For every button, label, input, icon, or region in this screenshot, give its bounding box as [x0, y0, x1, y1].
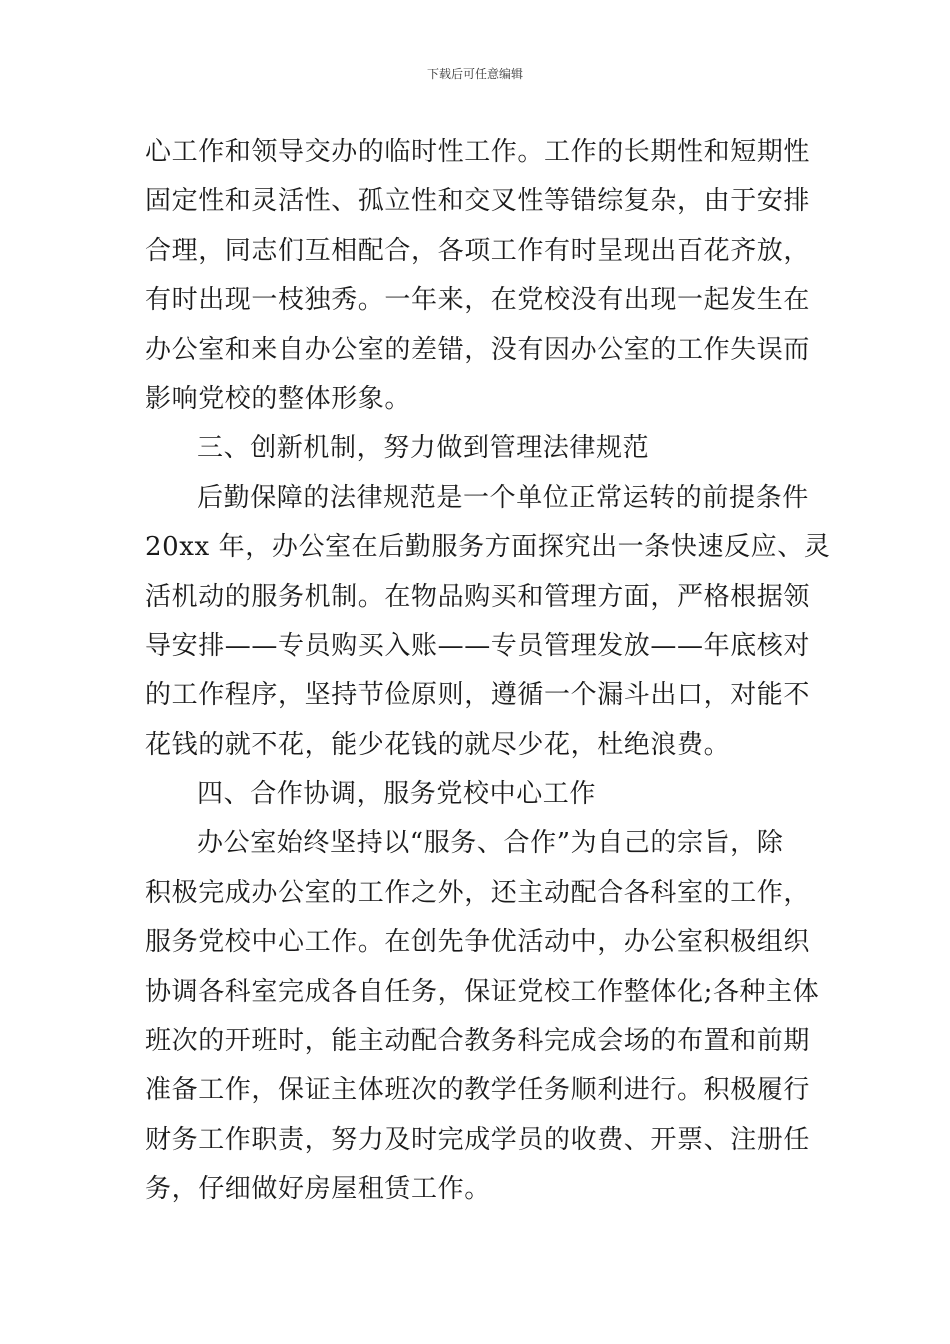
text-line: 活机动的服务机制。在物品购买和管理方面，严格根据领: [145, 581, 811, 612]
section-heading: 四、合作协调，服务党校中心工作: [197, 779, 597, 810]
text-line: 服务党校中心工作。在创先争优活动中，办公室积极组织: [145, 927, 811, 958]
paragraph-first-line: 后勤保障的法律规范是一个单位正常运转的前提条件: [197, 482, 809, 513]
paragraph-first-line: 办公室始终坚持以“服务、合作”为自己的宗旨，除: [197, 828, 784, 859]
page-header: 下载后可任意编辑: [426, 67, 523, 81]
text-line: 导安排——专员购买入账——专员管理发放——年底核对: [145, 630, 811, 661]
text-line: 合理，同志们互相配合，各项工作有时呈现出百花齐放，: [145, 235, 811, 266]
text-line: 心工作和领导交办的临时性工作。工作的长期性和短期性: [145, 137, 811, 167]
text-line: 协调各科室完成各自任务，保证党校工作整体化;各种主体: [145, 976, 820, 1007]
text-line: 20xx 年，办公室在后勤服务方面探究出一条快速反应、灵: [145, 532, 831, 563]
text-line: 准备工作，保证主体班次的教学任务顺利进行。积极履行: [145, 1075, 811, 1106]
section-heading: 三、创新机制，努力做到管理法律规范: [197, 433, 650, 464]
text-line: 积极完成办公室的工作之外，还主动配合各科室的工作，: [145, 877, 811, 908]
text-line: 务，仔细做好房屋租赁工作。: [145, 1174, 491, 1205]
text-line: 的工作程序，坚持节俭原则，遵循一个漏斗出口，对能不: [145, 680, 811, 711]
text-line: 花钱的就不花，能少花钱的就尽少花，杜绝浪费。: [145, 729, 731, 760]
text-line: 班次的开班时，能主动配合教务科完成会场的布置和前期: [145, 1026, 811, 1057]
text-line: 固定性和灵活性、孤立性和交叉性等错综复杂，由于安排: [145, 186, 811, 217]
document-body: [145, 128, 831, 1215]
text-line: 影响党校的整体形象。: [145, 383, 412, 414]
text-line: 办公室和来自办公室的差错，没有因办公室的工作失误而: [145, 334, 811, 365]
text-line: 财务工作职责，努力及时完成学员的收费、开票、注册任: [145, 1124, 811, 1155]
text-line: 有时出现一枝独秀。一年来，在党校没有出现一起发生在: [145, 285, 811, 316]
